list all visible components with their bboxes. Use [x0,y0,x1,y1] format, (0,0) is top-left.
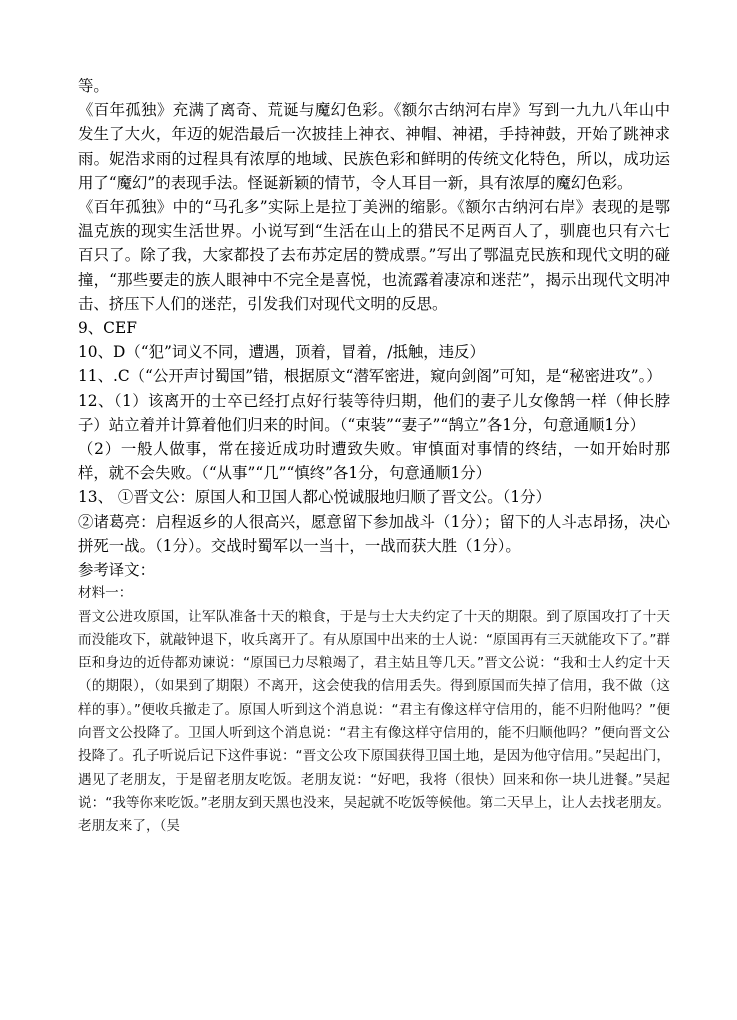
answer-9: 9、CEF [78,319,137,338]
document-page [78,74,670,839]
answer-12-part-2: （2）一般人做事，常在接近成功时遭致失败。审慎面对事情的终结，一如开始时那样，就不会失败。（“从事”“几”“慎终”各1分，句意通顺1分） [78,440,670,483]
answer-paragraph-reality: 《百年孤独》中的“马孔多”实际上是拉丁美洲的缩影。《额尔古纳河右岸》表现的是鄂温克族的现实生活世界。小说写到“生活在山上的猎民不足两百人了，驯鹿也只有六七百只了。除了我，大家都投了去布苏定居的赞成票。”写出了鄂温克民族和现代文明的碰撞，“那些要走的族人眼神中不完全是喜悦，也流露着凄凉和迷茫”，揭示出现代文明冲击、挤压下人们的迷茫，引发我们对现代文明的反思。 [78,198,670,313]
answer-13-part-2: ②诸葛亮：启程返乡的人很高兴，愿意留下参加战斗（1分）；留下的人斗志昂扬，决心拼死一战。（1分）。交战时蜀军以一当十，一战而获大胜（1分）。 [78,512,670,555]
answer-11: 11、.C（“公开声讨蜀国”错，根据原文“潜军密进，窥向剑阁”可知，是“秘密进攻”。） [78,367,662,386]
answer-13-part-1: 13、 ①晋文公：原国人和卫国人都心悦诚服地归顺了晋文公。（1分） [78,488,551,507]
material-one-heading: 材料一： [78,585,133,602]
reference-translation-heading: 参考译文： [78,561,155,580]
answer-paragraph-magic: 《百年孤独》充满了离奇、荒诞与魔幻色彩。《额尔古纳河右岸》写到一九九八年山中发生了大火，年迈的妮浩最后一次披挂上神衣、神帽、神裙，手持神鼓，开始了跳神求雨。妮浩求雨的过程具有浓厚的地域、民族色彩和鲜明的传统文化特色，所以，成功运用了“魔幻”的表现手法。怪诞新颖的情节，令人耳目一新，具有浓厚的魔幻色彩。 [78,101,670,192]
answer-10: 10、D（“犯”词义不同，遭遇，顶着，冒着，/抵触，违反） [78,343,485,362]
answer-line-continuation: 等。 [78,77,109,95]
answer-12-part-1: 12、（1）该离开的士卒已经打点好行装等待归期，他们的妻子儿女像鹄一样（伸长脖子）站立着并计算着他们归来的时间。（“束装”“妻子”“鹄立”各1分，句意通顺1分） [78,391,670,434]
translation-text: 晋文公进攻原国，让军队准备十天的粮食，于是与士大夫约定了十天的期限。到了原国攻打了十天而没能攻下，就敲钟退下，收兵离开了。有从原国中出来的士人说：“原国再有三天就能攻下了。”群臣和身边的近侍都劝谏说：“原国已力尽粮竭了，君主姑且等几天。”晋文公说：“我和士人约定十天（的期限），（如果到了期限）不离开，这会使我的信用丢失。得到原国而失掉了信用，我不做（这样的事）。”便收兵撤走了。原国人听到这个消息说：“君主有像这样守信用的，能不归附他吗？”便向晋文公投降了。卫国人听到这个消息说：“君主有像这样守信用的，能不归顺他吗？”便向晋文公投降了。孔子听说后记下这件事说：“晋文公攻下原国获得卫国土地，是因为他守信用。”吴起出门，遇见了老朋友，于是留老朋友吃饭。老朋友说：“好吧，我将（很快）回来和你一块儿进餐。”吴起说：“我等你来吃饭。”老朋友到天黑也没来，吴起就不吃饭等候他。第二天早上，让人去找老朋友。老朋友来了，（吴 [78,608,670,835]
